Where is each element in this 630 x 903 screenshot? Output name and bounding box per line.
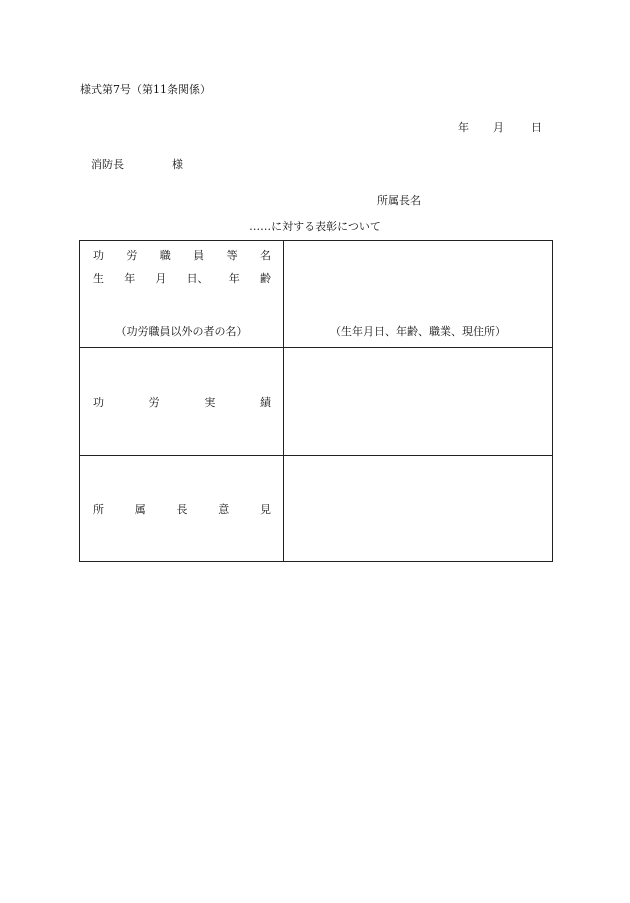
addressee-honorific: 様 bbox=[172, 158, 183, 171]
label-char: 長 bbox=[176, 502, 188, 516]
date-line bbox=[458, 119, 542, 135]
label-char: 職 bbox=[159, 249, 171, 262]
label-char: 功 bbox=[93, 249, 104, 262]
date-day: 日 bbox=[531, 121, 542, 134]
name-label-line1 bbox=[93, 247, 271, 263]
label-char: 見 bbox=[260, 502, 271, 516]
addressee-title: 消防長 bbox=[91, 158, 124, 171]
label-char: 所 bbox=[93, 502, 104, 516]
label-char: 等 bbox=[226, 249, 238, 262]
name-value-note: （生年月日、年齢、職業、現住所） bbox=[330, 325, 506, 339]
label-char: 労 bbox=[126, 249, 138, 262]
subject-line: ……に対する表彰について bbox=[249, 220, 381, 233]
label-char: 員 bbox=[193, 249, 205, 262]
label-char: 績 bbox=[259, 396, 271, 410]
date-year: 年 bbox=[458, 121, 469, 134]
opinion-label-cell bbox=[80, 455, 284, 561]
label-char: 名 bbox=[259, 249, 271, 262]
label-char: 労 bbox=[148, 396, 160, 410]
achievements-value-cell bbox=[284, 348, 553, 455]
label-char: 月 bbox=[155, 272, 167, 285]
table-row-achievements bbox=[80, 348, 553, 455]
label-char: 実 bbox=[204, 396, 216, 410]
label-char: 年 bbox=[228, 272, 240, 285]
name-label-note: （功労職員以外の者の名） bbox=[115, 325, 248, 339]
label-char: 属 bbox=[134, 502, 146, 516]
form-number: 様式第7号（第11条関係） bbox=[80, 83, 211, 96]
label-char: 年 bbox=[124, 272, 136, 285]
label-char: 齢 bbox=[259, 272, 271, 285]
label-char: 日、 bbox=[186, 272, 209, 285]
opinion-value-cell bbox=[284, 455, 553, 561]
date-month: 月 bbox=[493, 121, 504, 134]
achievements-label bbox=[93, 394, 271, 410]
name-label-cell bbox=[80, 241, 284, 348]
name-label-line2 bbox=[93, 270, 271, 286]
label-char: 生 bbox=[93, 272, 104, 285]
addressee bbox=[91, 156, 183, 172]
award-table bbox=[79, 240, 553, 562]
label-char: 意 bbox=[218, 502, 230, 516]
achievements-label-cell bbox=[80, 348, 284, 455]
label-char: 功 bbox=[93, 396, 104, 410]
name-value-cell bbox=[284, 241, 553, 348]
table-row-opinion bbox=[80, 455, 553, 561]
opinion-label bbox=[93, 501, 271, 517]
department-head-name: 所属長名 bbox=[377, 194, 421, 207]
table-row-name bbox=[80, 241, 553, 348]
